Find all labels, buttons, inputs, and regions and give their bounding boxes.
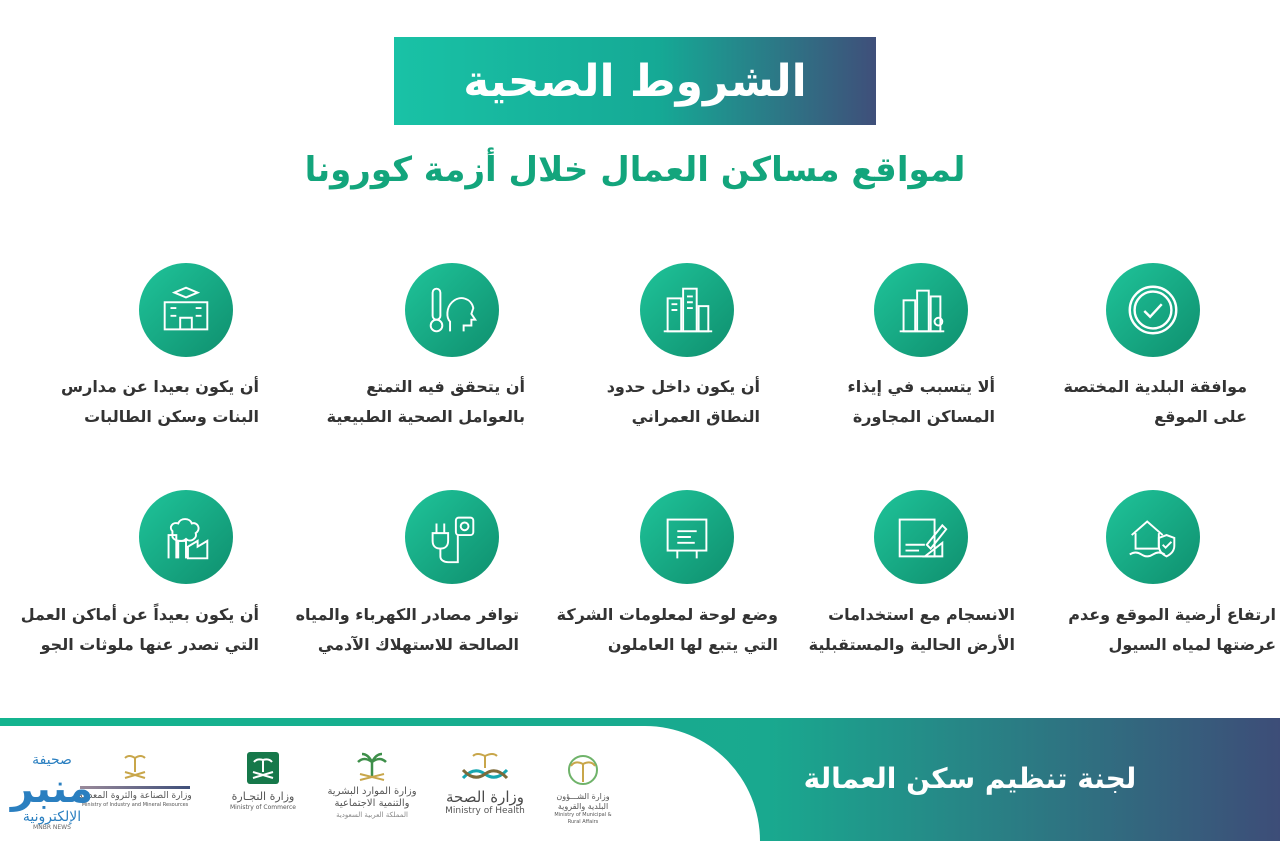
condition-label: وضع لوحة لمعلومات الشركة التي يتبع لها العاملون <box>556 605 778 654</box>
house-flood-shield-icon <box>1106 490 1200 584</box>
factory-pollution-icon <box>139 490 233 584</box>
condition-label: أن يكون بعيدا عن مدارس البنات وسكن الطالبات <box>61 377 259 426</box>
page-title: الشروط الصحية <box>463 55 807 107</box>
page-subtitle: لمواقع مساكن العمال خلال أزمة كورونا <box>304 150 966 190</box>
condition-label: ارتفاع أرضية الموقع وعدم عرضتها لمياه السيول <box>1068 605 1276 654</box>
school-building-icon <box>139 263 233 357</box>
thermometer-head-icon <box>405 263 499 357</box>
information-board-icon <box>640 490 734 584</box>
city-buildings-icon <box>640 263 734 357</box>
condition-label: أن يتحقق فيه التمتع بالعوامل الصحية الطبيعية <box>326 377 525 426</box>
palm-swords-icon <box>354 748 390 782</box>
newspaper-watermark: صحيفة منبر الإلكترونية MNBR NEWS <box>10 752 94 831</box>
condition-label: توافر مصادر الكهرباء والمياه الصالحة للاستهلاك الآدمي <box>295 605 519 654</box>
condition-label: الانسجام مع استخدامات الأرض الحالية والمستقبلية <box>808 605 1015 654</box>
condition-label: موافقة البلدية المختصة على الموقع <box>1063 377 1247 426</box>
health-ministry-logo: وزارة الصحة Ministry of Health <box>440 748 530 816</box>
title-banner <box>394 37 876 125</box>
palm-ministry-icon <box>563 748 603 788</box>
health-ministry-icon <box>455 748 515 784</box>
industry-ministry-logo: وزارة الصناعة والثروة المعدنية Ministry of Industry and Mineral Resources <box>70 748 200 809</box>
commerce-ministry-icon <box>245 750 281 786</box>
blueprint-tools-icon <box>874 490 968 584</box>
hr-ministry-logo: وزارة الموارد البشرية والتنمية الاجتماعية المملكة العربية السعودية <box>318 748 426 820</box>
check-badge-icon <box>1106 263 1200 357</box>
commerce-ministry-logo: وزارة التجـارة Ministry of Commerce <box>226 750 300 813</box>
committee-name: لجنة تنظيم سكن العمالة <box>803 762 1137 795</box>
industry-ministry-icon <box>120 748 150 780</box>
condition-label: أن يكون بعيداً عن أماكن العمل التي تصدر عنها ملوثات الجو <box>20 605 259 654</box>
condition-label: أن يكون داخل حدود النطاق العمراني <box>606 377 760 426</box>
palm-ministry-logo: وزارة الشـــؤون البلدية والقروية Ministry of Municipal & Rural Affairs <box>548 748 618 826</box>
plug-socket-icon <box>405 490 499 584</box>
buildings-trees-icon <box>874 263 968 357</box>
condition-label: ألا يتسبب في إيذاء المساكن المجاورة <box>847 377 995 426</box>
